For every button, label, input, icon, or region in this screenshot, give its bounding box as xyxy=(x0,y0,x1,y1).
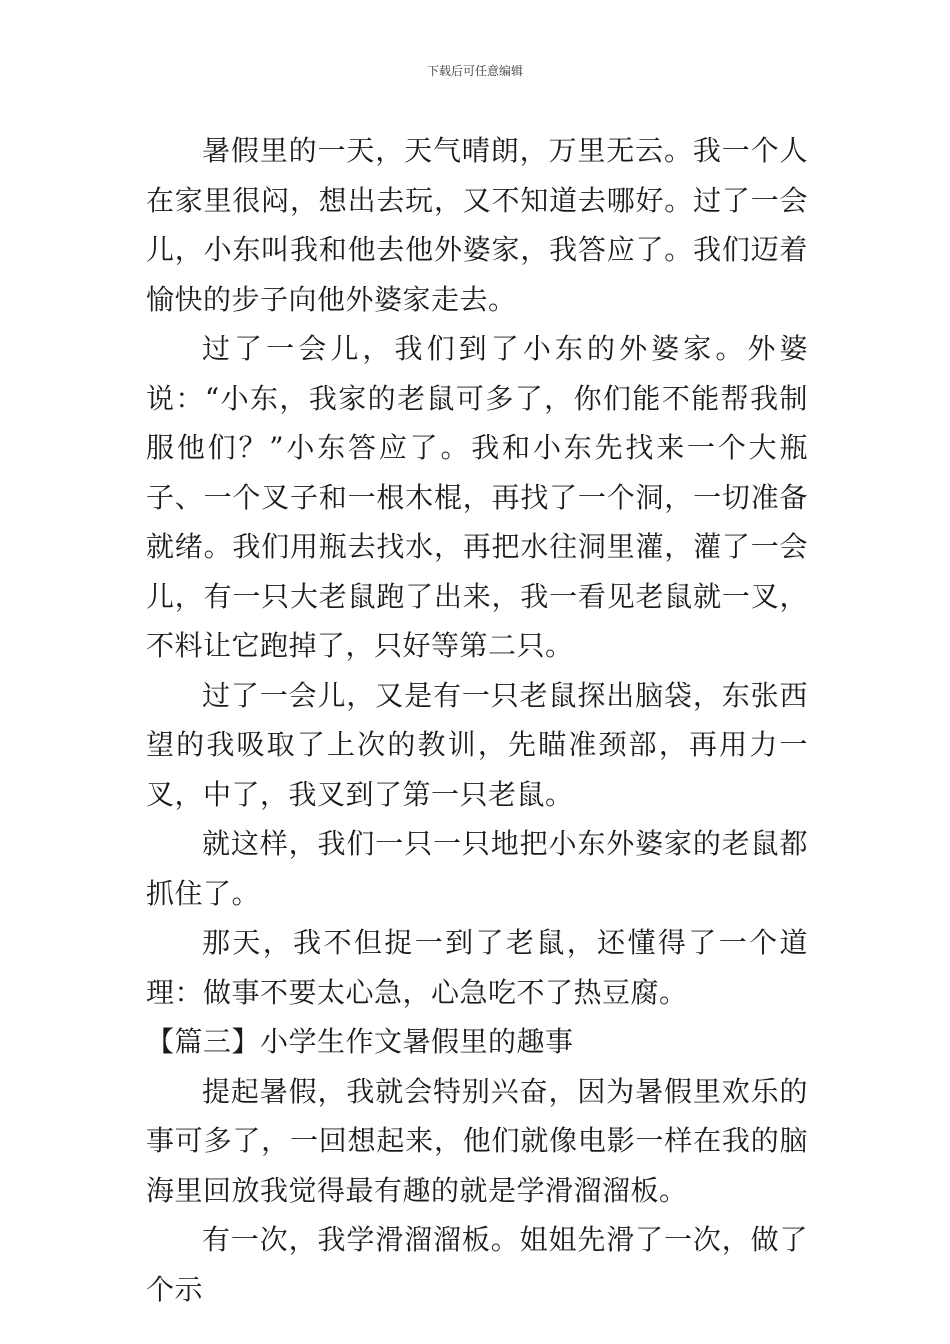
document-body xyxy=(146,126,808,1314)
paragraph-4: 就这样，我们一只一只地把小东外婆家的老鼠都抓住了。 xyxy=(146,827,808,910)
paragraph-1: 暑假里的一天，天气晴朗，万里无云。我一个人在家里很闷，想出去玩，又不知道去哪好。过了一会儿，小东叫我和他去他外婆家，我答应了。我们迈着愉快的步子向他外婆家走去。 xyxy=(146,134,808,316)
page-header: 下载后可任意编辑 xyxy=(426,64,523,78)
paragraph-2: 过了一会儿，我们到了小东的外婆家。外婆说：“小东，我家的老鼠可多了，你们能不能帮我制服他们？”小东答应了。我和小东先找来一个大瓶子、一个叉子和一根木棍，再找了一个洞，一切准备就绪。我们用瓶去找水，再把水往洞里灌，灌了一会儿，有一只大老鼠跑了出来，我一看见老鼠就一叉，不料让它跑掉了，只好等第二只。 xyxy=(146,332,808,662)
section-paragraph-2: 有一次，我学滑溜溜板。姐姐先滑了一次，做了个示 xyxy=(146,1223,808,1306)
section-paragraph-1: 提起暑假，我就会特别兴奋，因为暑假里欢乐的事可多了，一回想起来，他们就像电影一样在我的脑海里回放我觉得最有趣的就是学滑溜溜板。 xyxy=(146,1074,808,1207)
paragraph-5: 那天，我不但捉一到了老鼠，还懂得了一个道理：做事不要太心急，心急吃不了热豆腐。 xyxy=(146,926,808,1009)
section-heading: 【篇三】小学生作文暑假里的趣事 xyxy=(146,1025,574,1058)
paragraph-3: 过了一会儿，又是有一只老鼠探出脑袋，东张西望的我吸取了上次的教训，先瞄准颈部，再用力一叉，中了，我叉到了第一只老鼠。 xyxy=(146,678,808,811)
